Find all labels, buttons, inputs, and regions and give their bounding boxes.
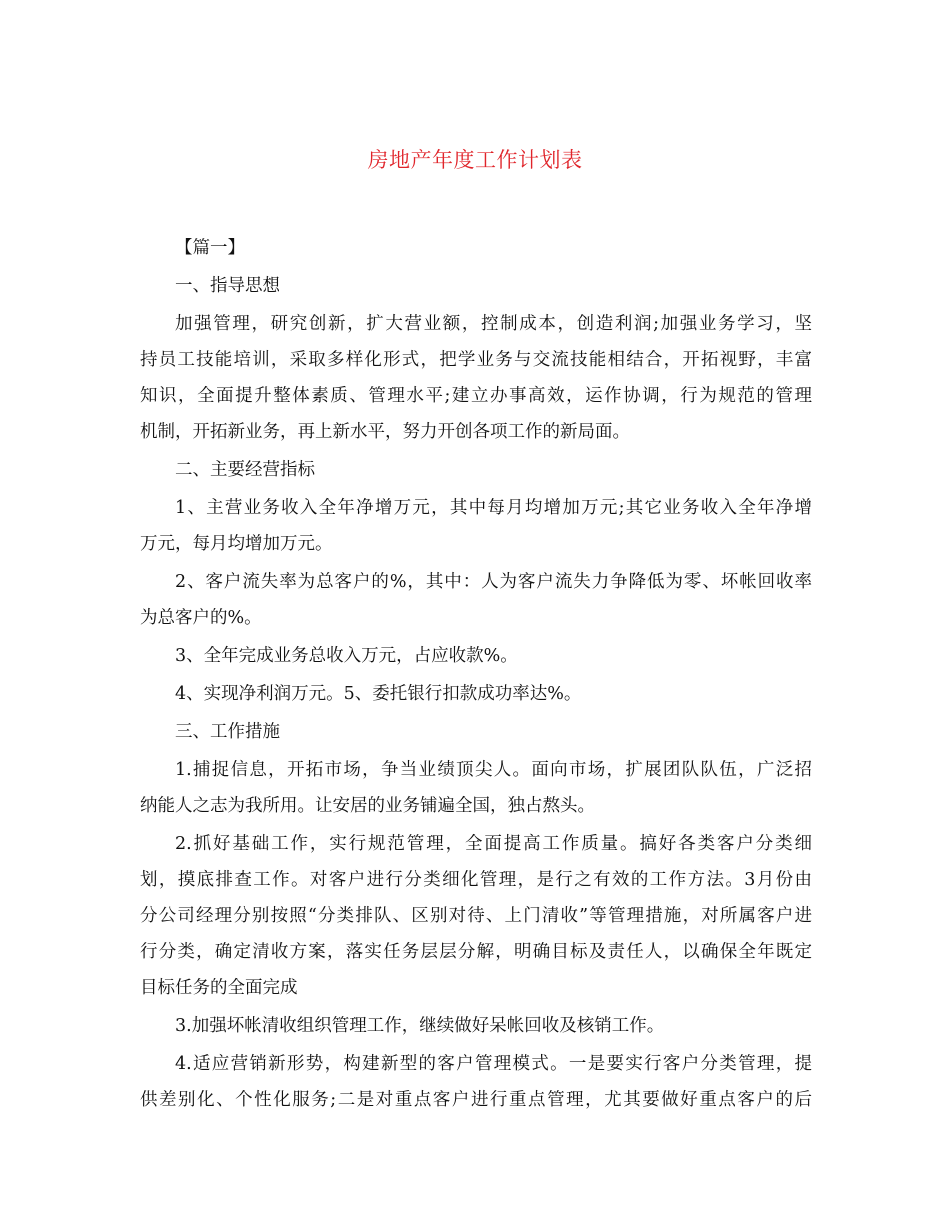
paragraph-line: 3.加强坏帐清收组织管理工作，继续做好呆帐回收及核销工作。 <box>175 1016 665 1036</box>
paragraph-line: 持员工技能培训，采取多样化形式，把学业务与交流技能相结合，开拓视野，丰富 <box>140 350 812 370</box>
paragraph-indicator-2 <box>140 564 812 636</box>
paragraph-indicator-3 <box>140 638 812 674</box>
paragraph-line: 加强管理，研究创新，扩大营业额，控制成本，创造利润;加强业务学习，坚 <box>175 314 812 334</box>
paragraph-line: 2、客户流失率为总客户的%，其中：人为客户流失力争降低为零、坏帐回收率 <box>175 572 812 592</box>
paragraph-measure-1 <box>140 752 812 824</box>
paragraph-line: 知识，全面提升整体素质、管理水平;建立办事高效，运作协调，行为规范的管理 <box>140 386 812 406</box>
paragraph-line: 3、全年完成业务总收入万元，占应收款%。 <box>175 646 518 666</box>
paragraph-line: 4、实现净利润万元。5、委托银行扣款成功率达%。 <box>175 684 582 704</box>
paragraph-line: 1、主营业务收入全年净增万元，其中每月均增加万元;其它业务收入全年净增 <box>175 498 812 518</box>
paragraph-line: 行分类，确定清收方案，落实任务层层分解，明确目标及责任人，以确保全年既定 <box>140 942 812 962</box>
document-body <box>140 230 812 1118</box>
paragraph-measure-4 <box>140 1046 812 1118</box>
paragraph-line: 为总客户的%。 <box>140 608 262 628</box>
paragraph-line: 万元，每月均增加万元。 <box>140 534 333 554</box>
heading-work-measures: 三、工作措施 <box>175 722 280 742</box>
paragraph-line: 划，摸底排查工作。对客户进行分类细化管理，是行之有效的工作方法。3月份由 <box>140 870 812 890</box>
document-title: 房地产年度工作计划表 <box>367 148 583 172</box>
paragraph-line: 纳能人之志为我所用。让安居的业务铺遍全国，独占熬头。 <box>140 796 595 816</box>
paragraph-line: 目标任务的全面完成 <box>140 978 298 998</box>
section-label: 【篇一】 <box>175 238 245 258</box>
paragraph-measure-3 <box>140 1008 812 1044</box>
paragraph-line: 供差别化、个性化服务;二是对重点客户进行重点管理，尤其要做好重点客户的后 <box>140 1090 812 1110</box>
heading-main-indicators: 二、主要经营指标 <box>175 460 315 480</box>
heading-guiding-ideology: 一、指导思想 <box>175 276 280 296</box>
paragraph-line: 2.抓好基础工作，实行规范管理，全面提高工作质量。搞好各类客户分类细 <box>175 834 812 854</box>
paragraph-line: 分公司经理分别按照“分类排队、区别对待、上门清收”等管理措施，对所属客户进 <box>140 906 812 926</box>
paragraph-line: 4.适应营销新形势，构建新型的客户管理模式。一是要实行客户分类管理，提 <box>175 1054 812 1074</box>
paragraph-line: 机制，开拓新业务，再上新水平，努力开创各项工作的新局面。 <box>140 422 630 442</box>
paragraph-measure-2 <box>140 826 812 1006</box>
paragraph-line: 1.捕捉信息，开拓市场，争当业绩顶尖人。面向市场，扩展团队队伍，广泛招 <box>175 760 812 780</box>
paragraph-guiding-ideology <box>140 306 812 450</box>
paragraph-indicator-1 <box>140 490 812 562</box>
paragraph-indicator-4 <box>140 676 812 712</box>
